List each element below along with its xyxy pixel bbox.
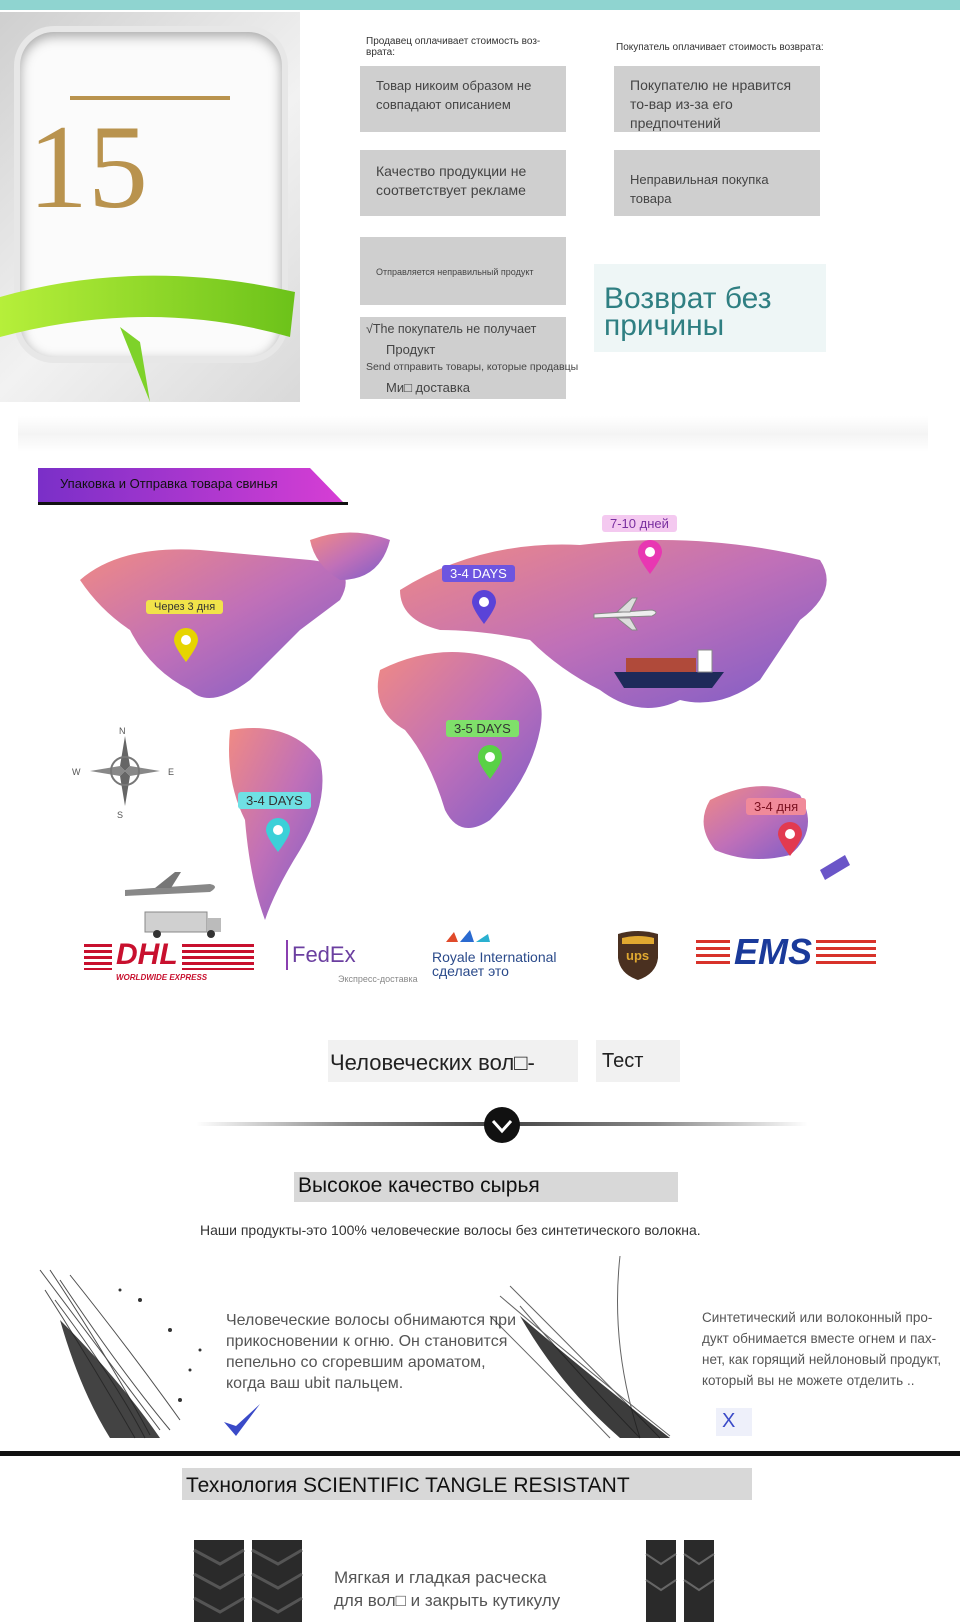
cargo-ship-icon [612, 646, 732, 690]
pin-label-europe: 3-4 DAYS [442, 565, 515, 582]
seller-item-1: Товар никоим образом не совпадают описанием [360, 66, 566, 132]
plane-truck-icon [115, 870, 225, 938]
royal-line1: Royale International [432, 949, 557, 965]
test-title-right: Тест [602, 1050, 644, 1072]
royal-mail-swoosh-icon [444, 928, 494, 944]
seller-pays-heading: Продавец оплачивает стоимость воз- врата: [366, 36, 541, 58]
banner-underline [38, 502, 348, 505]
synthetic-hair-text: Синтетический или волоконный про-дукт обнимается вместе огнем и пах-нет, как горящий нейлоновый продукт, который вы не можете отделить .. [702, 1310, 942, 1388]
airplane-icon [592, 596, 662, 632]
divider-band [18, 416, 928, 452]
buyer-item-2: Неправильная покупка товара [614, 150, 820, 216]
dhl-logo: DHL [112, 938, 182, 972]
human-hair-text: Человеческие волосы обнимаются при прикосновении к огню. Он становится пепельно со сгоревшим ароматом, когда ваш ubit пальцем. [226, 1312, 517, 1392]
checkmark-icon [222, 1402, 262, 1438]
buyer-pays-heading: Покупатель оплачивает стоимость возврата: [616, 42, 824, 53]
pin-africa-icon [478, 745, 502, 781]
seller-item-2: Качество продукции не соответствует рекламе [360, 150, 566, 216]
pin-label-south-america: 3-4 DAYS [238, 792, 311, 809]
fedex-sub: Экспресс-доставка [338, 974, 418, 984]
compass-rose-icon [88, 734, 162, 808]
compass-w: W [72, 767, 81, 777]
not-received-line2: Продукт [386, 342, 436, 357]
not-received-line1: √The покупатель не получает [366, 322, 537, 336]
buyer-item-1: Покупателю не нравится то-вар из-за его предпочтений [614, 66, 820, 132]
shipping-banner-title: Упаковка и Отправка товара свинья [60, 476, 278, 491]
no-reason-line1: Возврат без [604, 282, 772, 315]
tangle-text-line1: Мягкая и гладкая расческа [334, 1568, 547, 1587]
burning-human-hair-image [20, 1260, 220, 1440]
pin-russia-icon [638, 540, 662, 576]
quality-subtitle: Наши продукты-это 100% человеческие волосы без синтетического волокна. [200, 1222, 701, 1238]
compass-n: N [119, 726, 126, 736]
not-received-line4: Ми□ доставка [386, 380, 471, 395]
pin-label-africa: 3-5 DAYS [446, 720, 519, 737]
fedex-logo: FedEx [292, 942, 356, 967]
no-reason-line2: причины [604, 309, 725, 342]
royal-line2: сделает это [432, 963, 509, 979]
pin-australia-icon [778, 822, 802, 858]
quality-title: Высокое качество сырья [298, 1174, 540, 1197]
pin-label-australia: 3-4 дня [746, 798, 806, 815]
pin-europe-icon [472, 590, 496, 626]
x-mark-icon: X [722, 1410, 736, 1432]
tangle-title: Технология SCIENTIFIC TANGLE RESISTANT [186, 1474, 630, 1497]
calendar-illustration [0, 12, 300, 402]
chevron-down-icon [483, 1106, 521, 1144]
hair-strand-closeup-left [190, 1540, 310, 1622]
green-ribbon-icon [0, 267, 300, 407]
not-received-line3: Send отправить товары, которые продавцы [366, 361, 579, 373]
compass-e: E [168, 767, 175, 777]
tangle-text-line2: для вол□ и закрыть кутикулу [334, 1591, 561, 1610]
dhl-sub: WORLDWIDE EXPRESS [116, 973, 208, 982]
section-separator [0, 1451, 960, 1456]
compass-s: S [117, 810, 124, 820]
pin-label-russia: 7-10 дней [602, 515, 677, 532]
ems-logo: EMS [730, 932, 816, 972]
fedex-divider [286, 940, 288, 970]
pin-north-america-icon [174, 628, 198, 664]
burning-synthetic-hair-image [470, 1256, 700, 1440]
seller-item-3: Отправляется неправильный продукт [360, 237, 566, 305]
pin-label-north-america: Через 3 дня [146, 600, 223, 614]
top-accent-bar [0, 0, 960, 10]
pin-south-america-icon [266, 818, 290, 854]
test-title-left: Человеческих вол□- [330, 1050, 535, 1075]
ups-logo: ups [626, 948, 650, 963]
hair-strand-closeup-right [644, 1540, 720, 1622]
calendar-number: 15 [28, 100, 148, 233]
